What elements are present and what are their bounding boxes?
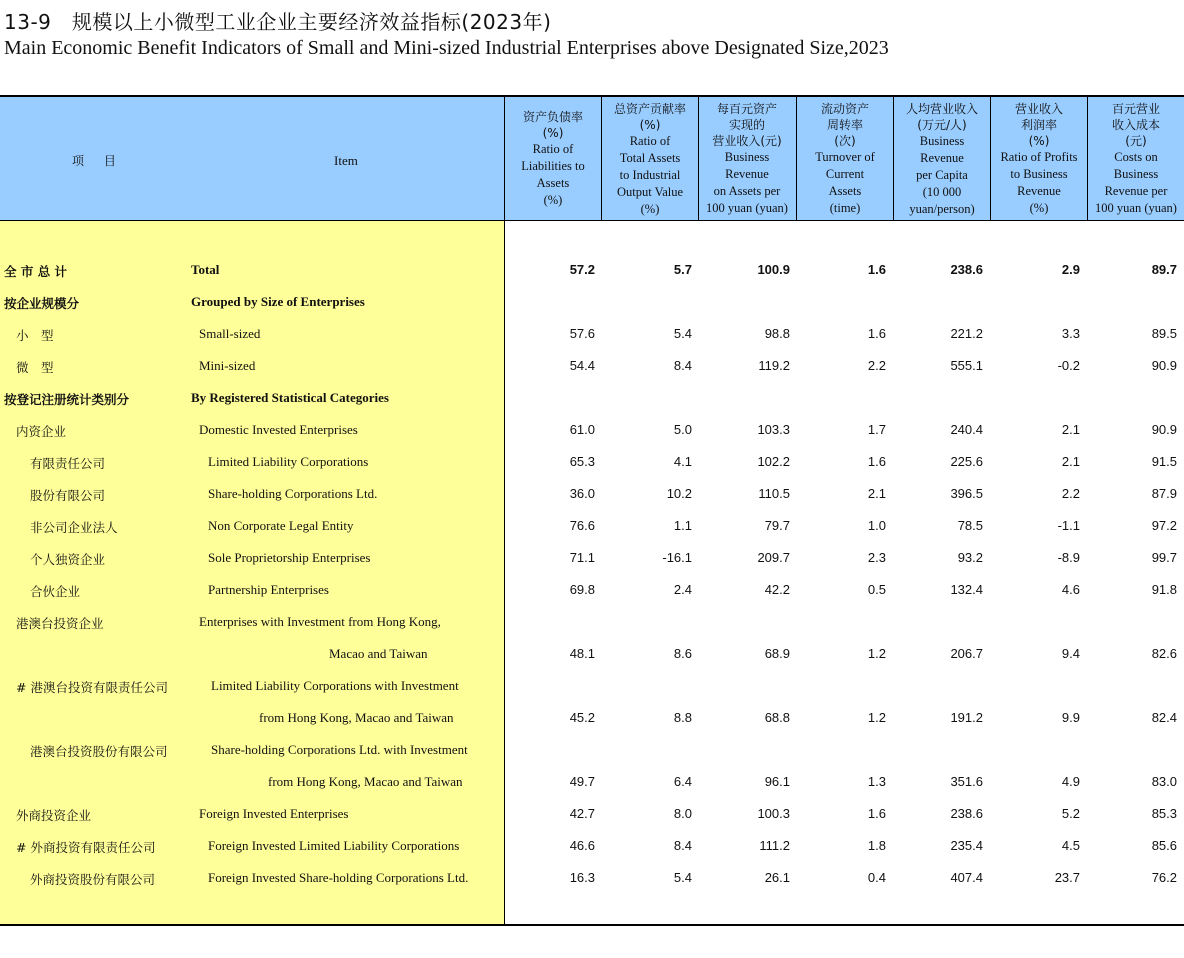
row-label-english: Grouped by Size of Enterprises bbox=[191, 294, 365, 309]
table-cell-value: 111.2 bbox=[759, 838, 790, 853]
table-cell-value: 8.0 bbox=[673, 806, 692, 821]
table-cell-value: 240.4 bbox=[950, 422, 983, 437]
table-header bbox=[0, 95, 1184, 221]
table-row bbox=[0, 580, 1184, 600]
table-cell-value: 1.6 bbox=[867, 262, 886, 277]
table-cell-value: 5.2 bbox=[1061, 806, 1080, 821]
table-row bbox=[0, 420, 1184, 440]
table-row bbox=[0, 868, 1184, 888]
table-cell-value: 71.1 bbox=[569, 550, 595, 565]
table-cell-value: 0.5 bbox=[867, 582, 886, 597]
row-label-chinese: 港澳台投资股份有限公司 bbox=[30, 744, 168, 759]
table-cell-value: 83.0 bbox=[1151, 774, 1177, 789]
row-label-english: Domestic Invested Enterprises bbox=[199, 422, 358, 437]
table-cell-value: 2.2 bbox=[867, 358, 886, 373]
table-cell-value: 103.3 bbox=[757, 422, 790, 437]
table-cell-value: 4.1 bbox=[673, 454, 692, 469]
table-row bbox=[0, 260, 1184, 280]
table-cell-value: 1.7 bbox=[867, 422, 886, 437]
row-label-chinese: 股份有限公司 bbox=[30, 488, 106, 503]
table-row bbox=[0, 676, 1184, 696]
row-label-english: Limited Liability Corporations with Investment bbox=[211, 678, 459, 693]
table-cell-value: 191.2 bbox=[950, 710, 983, 725]
row-label-english: Enterprises with Investment from Hong Kong, bbox=[199, 614, 441, 629]
table-cell-value: 102.2 bbox=[757, 454, 790, 469]
table-cell-value: 2.4 bbox=[673, 582, 692, 597]
column-header bbox=[698, 97, 795, 221]
table-cell-value: 5.7 bbox=[673, 262, 692, 277]
table-cell-value: 5.4 bbox=[673, 870, 692, 885]
table-row bbox=[0, 452, 1184, 472]
table-cell-value: 78.5 bbox=[957, 518, 983, 533]
table-cell-value: 42.2 bbox=[764, 582, 790, 597]
table-cell-value: 26.1 bbox=[764, 870, 790, 885]
table-cell-value: 89.7 bbox=[1151, 262, 1177, 277]
row-label-chinese: 小 型 bbox=[16, 328, 54, 343]
column-header-chinese: 总资产贡献率 (%) bbox=[613, 101, 686, 132]
table-cell-value: 100.9 bbox=[757, 262, 790, 277]
table-cell-value: 96.1 bbox=[764, 774, 790, 789]
table-cell-value: -1.1 bbox=[1057, 518, 1080, 533]
row-label-english: By Registered Statistical Categories bbox=[191, 390, 389, 405]
table-cell-value: 238.6 bbox=[950, 262, 983, 277]
column-header-chinese: 每百元资产 实现的 营业收入(元) bbox=[712, 102, 782, 148]
row-label-chinese: 港澳台投资企业 bbox=[16, 616, 104, 631]
row-label-english: from Hong Kong, Macao and Taiwan bbox=[268, 774, 463, 789]
table-cell-value: 9.9 bbox=[1061, 710, 1080, 725]
table-cell-value: 97.2 bbox=[1151, 518, 1177, 533]
table-row bbox=[0, 324, 1184, 344]
column-header-english: Ratio of Liabilities to Assets (%) bbox=[521, 142, 585, 207]
column-header-english: Business Revenue on Assets per 100 yuan (yuan) bbox=[706, 150, 788, 215]
table-cell-value: 1.2 bbox=[867, 646, 886, 661]
column-header bbox=[1087, 97, 1184, 221]
table-cell-value: 98.8 bbox=[764, 326, 790, 341]
table-cell-value: 9.4 bbox=[1061, 646, 1080, 661]
table-cell-value: 82.4 bbox=[1151, 710, 1177, 725]
row-label-english: Total bbox=[191, 262, 220, 277]
table-cell-value: 8.8 bbox=[673, 710, 692, 725]
row-label-chinese: 内资企业 bbox=[16, 424, 67, 439]
table-row bbox=[0, 836, 1184, 856]
table-cell-value: 209.7 bbox=[757, 550, 790, 565]
row-label-chinese: 微 型 bbox=[16, 360, 54, 375]
table-row bbox=[0, 548, 1184, 568]
column-header bbox=[893, 97, 990, 221]
column-header bbox=[601, 97, 698, 221]
table-cell-value: 0.4 bbox=[867, 870, 886, 885]
table-cell-value: 238.6 bbox=[950, 806, 983, 821]
table-cell-value: 16.3 bbox=[569, 870, 595, 885]
table-cell-value: 110.5 bbox=[758, 486, 790, 501]
table-cell-value: 5.4 bbox=[673, 326, 692, 341]
row-label-chinese: 个人独资企业 bbox=[30, 552, 106, 567]
bottom-rule bbox=[0, 924, 1184, 926]
table-cell-value: 57.6 bbox=[569, 326, 595, 341]
table-cell-value: 396.5 bbox=[950, 486, 983, 501]
table-row bbox=[0, 356, 1184, 376]
table-row bbox=[0, 740, 1184, 760]
table-cell-value: 49.7 bbox=[569, 774, 595, 789]
row-label-english: Share-holding Corporations Ltd. with Investment bbox=[211, 742, 468, 757]
table-cell-value: 4.9 bbox=[1061, 774, 1080, 789]
table-title-english: Main Economic Benefit Indicators of Small and Mini-sized Industrial Enterprises above Designated Size,2023 bbox=[4, 37, 889, 59]
table-cell-value: 69.8 bbox=[569, 582, 595, 597]
table-cell-value: 2.1 bbox=[867, 486, 886, 501]
row-label-chinese: 非公司企业法人 bbox=[30, 520, 118, 535]
table-cell-value: 119.2 bbox=[758, 358, 790, 373]
table-cell-value: 235.4 bbox=[950, 838, 983, 853]
table-row bbox=[0, 516, 1184, 536]
table-cell-value: 5.0 bbox=[673, 422, 692, 437]
row-label-english: Macao and Taiwan bbox=[329, 646, 428, 661]
table-cell-value: 68.8 bbox=[764, 710, 790, 725]
column-header-english: Business Revenue per Capita (10 000 yuan/person) bbox=[909, 133, 975, 216]
column-header bbox=[796, 97, 893, 221]
table-cell-value: -16.1 bbox=[662, 550, 692, 565]
row-label-english: Foreign Invested Share-holding Corporations Ltd. bbox=[208, 870, 469, 885]
column-header-chinese: 人均营业收入 (万元/人) bbox=[905, 101, 978, 132]
column-header bbox=[504, 97, 601, 221]
table-cell-value: 4.5 bbox=[1061, 838, 1080, 853]
table-cell-value: 1.3 bbox=[867, 774, 886, 789]
table-cell-value: 79.7 bbox=[764, 518, 790, 533]
table-cell-value: 42.7 bbox=[569, 806, 595, 821]
row-label-english: Foreign Invested Limited Liability Corporations bbox=[208, 838, 460, 853]
table-cell-value: 65.3 bbox=[569, 454, 595, 469]
table-cell-value: 54.4 bbox=[569, 358, 595, 373]
table-cell-value: 85.6 bbox=[1151, 838, 1177, 853]
row-label-chinese: 有限责任公司 bbox=[30, 456, 106, 471]
table-cell-value: 8.6 bbox=[673, 646, 692, 661]
row-label-chinese: # 外商投资有限责任公司 bbox=[16, 840, 156, 855]
table-row bbox=[0, 644, 1184, 664]
table-cell-value: 10.2 bbox=[666, 486, 692, 501]
table-cell-value: 351.6 bbox=[950, 774, 983, 789]
table-row bbox=[0, 612, 1184, 632]
table-cell-value: 3.3 bbox=[1061, 326, 1080, 341]
table-cell-value: 2.9 bbox=[1061, 262, 1080, 277]
table-cell-value: 8.4 bbox=[673, 838, 692, 853]
table-cell-value: 90.9 bbox=[1151, 358, 1177, 373]
column-header-chinese: 百元营业 收入成本 (元) bbox=[1111, 102, 1160, 148]
table-cell-value: 1.6 bbox=[867, 326, 886, 341]
table-cell-value: 1.6 bbox=[867, 454, 886, 469]
row-label-english: from Hong Kong, Macao and Taiwan bbox=[259, 710, 454, 725]
table-cell-value: 2.1 bbox=[1061, 454, 1080, 469]
table-cell-value: 61.0 bbox=[569, 422, 595, 437]
table-cell-value: 1.6 bbox=[867, 806, 886, 821]
table-cell-value: 82.6 bbox=[1151, 646, 1177, 661]
row-label-chinese: # 港澳台投资有限责任公司 bbox=[16, 680, 168, 695]
row-label-english: Share-holding Corporations Ltd. bbox=[208, 486, 378, 501]
row-label-english: Non Corporate Legal Entity bbox=[208, 518, 354, 533]
item-header-chinese: 项 目 bbox=[72, 154, 124, 168]
column-header bbox=[990, 97, 1087, 221]
row-label-chinese: 合伙企业 bbox=[30, 584, 81, 599]
table-cell-value: 1.8 bbox=[867, 838, 886, 853]
column-header-english: Ratio of Profits to Business Revenue (%) bbox=[1000, 150, 1078, 215]
table-row bbox=[0, 388, 1184, 408]
table-cell-value: 99.7 bbox=[1151, 550, 1177, 565]
table-cell-value: -0.2 bbox=[1057, 358, 1080, 373]
table-cell-value: 132.4 bbox=[950, 582, 983, 597]
table-cell-value: 90.9 bbox=[1151, 422, 1177, 437]
table-cell-value: 48.1 bbox=[569, 646, 595, 661]
row-label-english: Small-sized bbox=[199, 326, 261, 341]
table-cell-value: 2.2 bbox=[1061, 486, 1080, 501]
table-cell-value: 2.3 bbox=[867, 550, 886, 565]
table-cell-value: 23.7 bbox=[1054, 870, 1080, 885]
table-title-chinese: 13-9 规模以上小微型工业企业主要经济效益指标(2023年) bbox=[4, 10, 552, 34]
row-label-chinese: 按企业规模分 bbox=[4, 296, 80, 311]
row-label-chinese: 按登记注册统计类别分 bbox=[4, 392, 130, 407]
table-cell-value: 221.2 bbox=[950, 326, 983, 341]
table-cell-value: 100.3 bbox=[757, 806, 790, 821]
table-row bbox=[0, 772, 1184, 792]
row-label-english: Foreign Invested Enterprises bbox=[199, 806, 349, 821]
table-cell-value: 206.7 bbox=[950, 646, 983, 661]
table-cell-value: 225.6 bbox=[950, 454, 983, 469]
table-cell-value: 8.4 bbox=[673, 358, 692, 373]
row-label-chinese: 外商投资企业 bbox=[16, 808, 92, 823]
table-cell-value: 76.2 bbox=[1151, 870, 1177, 885]
column-header-chinese: 资产负债率 (%) bbox=[522, 110, 583, 140]
table-cell-value: 1.1 bbox=[673, 518, 692, 533]
table-cell-value: -8.9 bbox=[1057, 550, 1080, 565]
table-cell-value: 91.5 bbox=[1151, 454, 1177, 469]
table-cell-value: 407.4 bbox=[950, 870, 983, 885]
table-cell-value: 89.5 bbox=[1151, 326, 1177, 341]
table-row bbox=[0, 292, 1184, 312]
table-cell-value: 36.0 bbox=[569, 486, 595, 501]
table-row bbox=[0, 804, 1184, 824]
table-cell-value: 2.1 bbox=[1061, 422, 1080, 437]
table-cell-value: 6.4 bbox=[673, 774, 692, 789]
table-cell-value: 57.2 bbox=[569, 262, 595, 277]
table-cell-value: 4.6 bbox=[1061, 582, 1080, 597]
table-cell-value: 91.8 bbox=[1151, 582, 1177, 597]
table-cell-value: 1.0 bbox=[867, 518, 886, 533]
table-cell-value: 46.6 bbox=[569, 838, 595, 853]
column-header-english: Ratio of Total Assets to Industrial Output Value (%) bbox=[616, 133, 684, 216]
table-cell-value: 555.1 bbox=[950, 358, 983, 373]
row-label-chinese: 全 市 总 计 bbox=[4, 264, 68, 279]
column-header-chinese: 营业收入 利润率 (%) bbox=[1014, 102, 1063, 148]
table-cell-value: 1.2 bbox=[867, 710, 886, 725]
row-label-english: Mini-sized bbox=[199, 358, 256, 373]
table-cell-value: 68.9 bbox=[764, 646, 790, 661]
row-label-english: Limited Liability Corporations bbox=[208, 454, 369, 469]
table-cell-value: 45.2 bbox=[569, 710, 595, 725]
row-label-chinese: 外商投资股份有限公司 bbox=[30, 872, 156, 887]
table-cell-value: 76.6 bbox=[569, 518, 595, 533]
table-cell-value: 85.3 bbox=[1151, 806, 1177, 821]
row-label-english: Partnership Enterprises bbox=[208, 582, 329, 597]
table-cell-value: 87.9 bbox=[1151, 486, 1177, 501]
column-header-chinese: 流动资产 周转率 (次) bbox=[820, 102, 869, 148]
item-header-english: Item bbox=[334, 153, 358, 168]
column-header-english: Costs on Business Revenue per 100 yuan (yuan) bbox=[1095, 150, 1177, 215]
table-row bbox=[0, 484, 1184, 504]
table-row bbox=[0, 708, 1184, 728]
table-cell-value: 93.2 bbox=[957, 550, 983, 565]
row-label-english: Sole Proprietorship Enterprises bbox=[208, 550, 371, 565]
column-header-english: Turnover of Current Assets (time) bbox=[815, 150, 875, 215]
